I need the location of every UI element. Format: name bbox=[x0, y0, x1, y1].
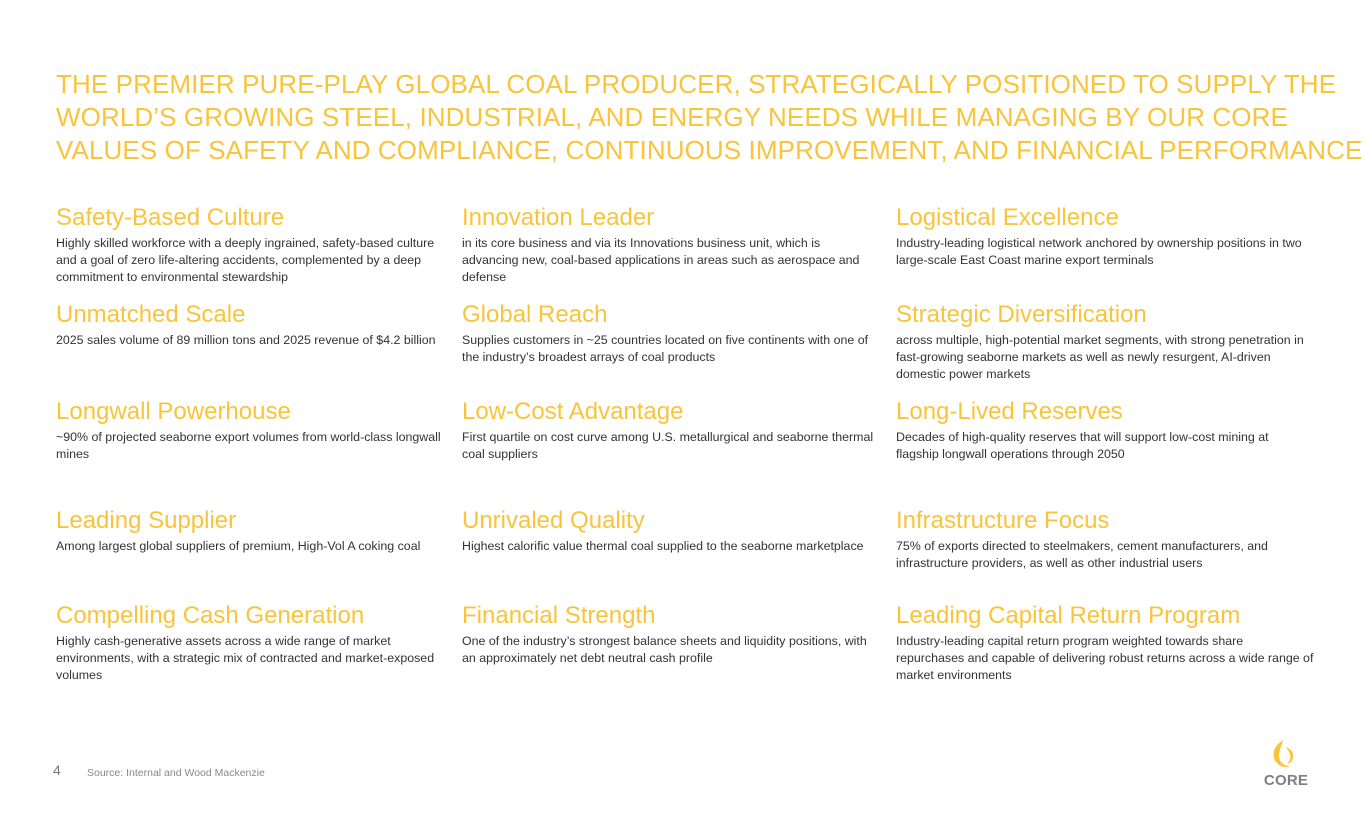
feature-leading-supplier bbox=[56, 506, 441, 555]
feature-description: Among largest global suppliers of premium, High-Vol A coking coal bbox=[56, 539, 421, 553]
feature-logistical-excellence bbox=[896, 203, 1314, 269]
feature-title: Long-Lived Reserves bbox=[896, 398, 1123, 425]
feature-description: Highly skilled workforce with a deeply ingrained, safety-based culture and a goal of zero life-altering accidents, complemented by a deep commitment to environmental stewardship bbox=[56, 236, 435, 284]
feature-longwall-powerhouse bbox=[56, 397, 441, 463]
core-logo bbox=[1258, 738, 1314, 792]
logo-wordmark: CORE bbox=[1263, 772, 1309, 789]
feature-title: Compelling Cash Generation bbox=[56, 602, 365, 629]
feature-description: 75% of exports directed to steelmakers, cement manufacturers, and infrastructure providers, as well as other industrial users bbox=[896, 539, 1268, 570]
feature-safety-based-culture bbox=[56, 203, 441, 286]
feature-description: Decades of high-quality reserves that will support low-cost mining at flagship longwall operations through 2050 bbox=[896, 430, 1269, 461]
core-logo-icon bbox=[1270, 738, 1296, 770]
feature-title: Infrastructure Focus bbox=[896, 507, 1110, 534]
feature-description: ~90% of projected seaborne export volumes from world-class longwall mines bbox=[56, 430, 441, 461]
feature-title: Financial Strength bbox=[462, 602, 656, 629]
feature-title: Leading Supplier bbox=[56, 507, 237, 534]
feature-infrastructure-focus bbox=[896, 506, 1314, 572]
feature-description: Supplies customers in ~25 countries located on five continents with one of the industry’s broadest arrays of coal products bbox=[462, 333, 869, 364]
feature-strategic-diversification bbox=[896, 300, 1314, 383]
feature-innovation-leader bbox=[462, 203, 876, 286]
feature-long-lived-reserves bbox=[896, 397, 1314, 463]
feature-title: Longwall Powerhouse bbox=[56, 398, 291, 425]
feature-title: Unmatched Scale bbox=[56, 301, 246, 328]
feature-financial-strength bbox=[462, 601, 876, 667]
feature-title: Innovation Leader bbox=[462, 204, 655, 231]
headline-line-3: VALUES OF SAFETY AND COMPLIANCE, CONTINUOUS IMPROVEMENT, AND FINANCIAL PERFORMANCE bbox=[56, 135, 1363, 165]
feature-title: Safety-Based Culture bbox=[56, 204, 285, 231]
feature-description: One of the industry’s strongest balance sheets and liquidity positions, with an approximately net debt neutral cash profile bbox=[462, 634, 867, 665]
feature-unmatched-scale bbox=[56, 300, 441, 349]
feature-description: Industry-leading logistical network anchored by ownership positions in two large-scale East Coast marine export terminals bbox=[896, 236, 1302, 267]
feature-compelling-cash-generation bbox=[56, 601, 441, 684]
feature-description: Highly cash-generative assets across a wide range of market environments, with a strategic mix of contracted and market-exposed volumes bbox=[56, 634, 435, 682]
feature-title: Leading Capital Return Program bbox=[896, 602, 1241, 629]
page-headline bbox=[56, 68, 1363, 167]
feature-title: Global Reach bbox=[462, 301, 608, 328]
feature-description: First quartile on cost curve among U.S. metallurgical and seaborne thermal coal suppliers bbox=[462, 430, 874, 461]
feature-title: Low-Cost Advantage bbox=[462, 398, 684, 425]
feature-leading-capital-return-program bbox=[896, 601, 1314, 684]
feature-description: in its core business and via its Innovations business unit, which is advancing new, coal-based applications in areas such as aerospace and defense bbox=[462, 236, 860, 284]
feature-unrivaled-quality bbox=[462, 506, 876, 555]
headline-line-2: WORLD’S GROWING STEEL, INDUSTRIAL, AND ENERGY NEEDS WHILE MANAGING BY OUR CORE bbox=[56, 102, 1288, 132]
feature-description: 2025 sales volume of 89 million tons and 2025 revenue of $4.2 billion bbox=[56, 333, 436, 347]
feature-global-reach bbox=[462, 300, 876, 366]
headline-line-1: THE PREMIER PURE-PLAY GLOBAL COAL PRODUCER, STRATEGICALLY POSITIONED TO SUPPLY THE bbox=[56, 69, 1337, 99]
feature-low-cost-advantage bbox=[462, 397, 876, 463]
feature-title: Logistical Excellence bbox=[896, 204, 1119, 231]
page-number: 4 bbox=[53, 762, 61, 778]
feature-title: Strategic Diversification bbox=[896, 301, 1147, 328]
feature-description: Industry-leading capital return program weighted towards share repurchases and capable of delivering robust returns across a wide range of market environments bbox=[896, 634, 1314, 682]
feature-title: Unrivaled Quality bbox=[462, 507, 645, 534]
feature-description: across multiple, high-potential market segments, with strong penetration in fast-growing seaborne markets as well as newly resurgent, AI-driven domestic power markets bbox=[896, 333, 1304, 381]
source-note: Source: Internal and Wood Mackenzie bbox=[87, 767, 265, 779]
feature-description: Highest calorific value thermal coal supplied to the seaborne marketplace bbox=[462, 539, 864, 553]
